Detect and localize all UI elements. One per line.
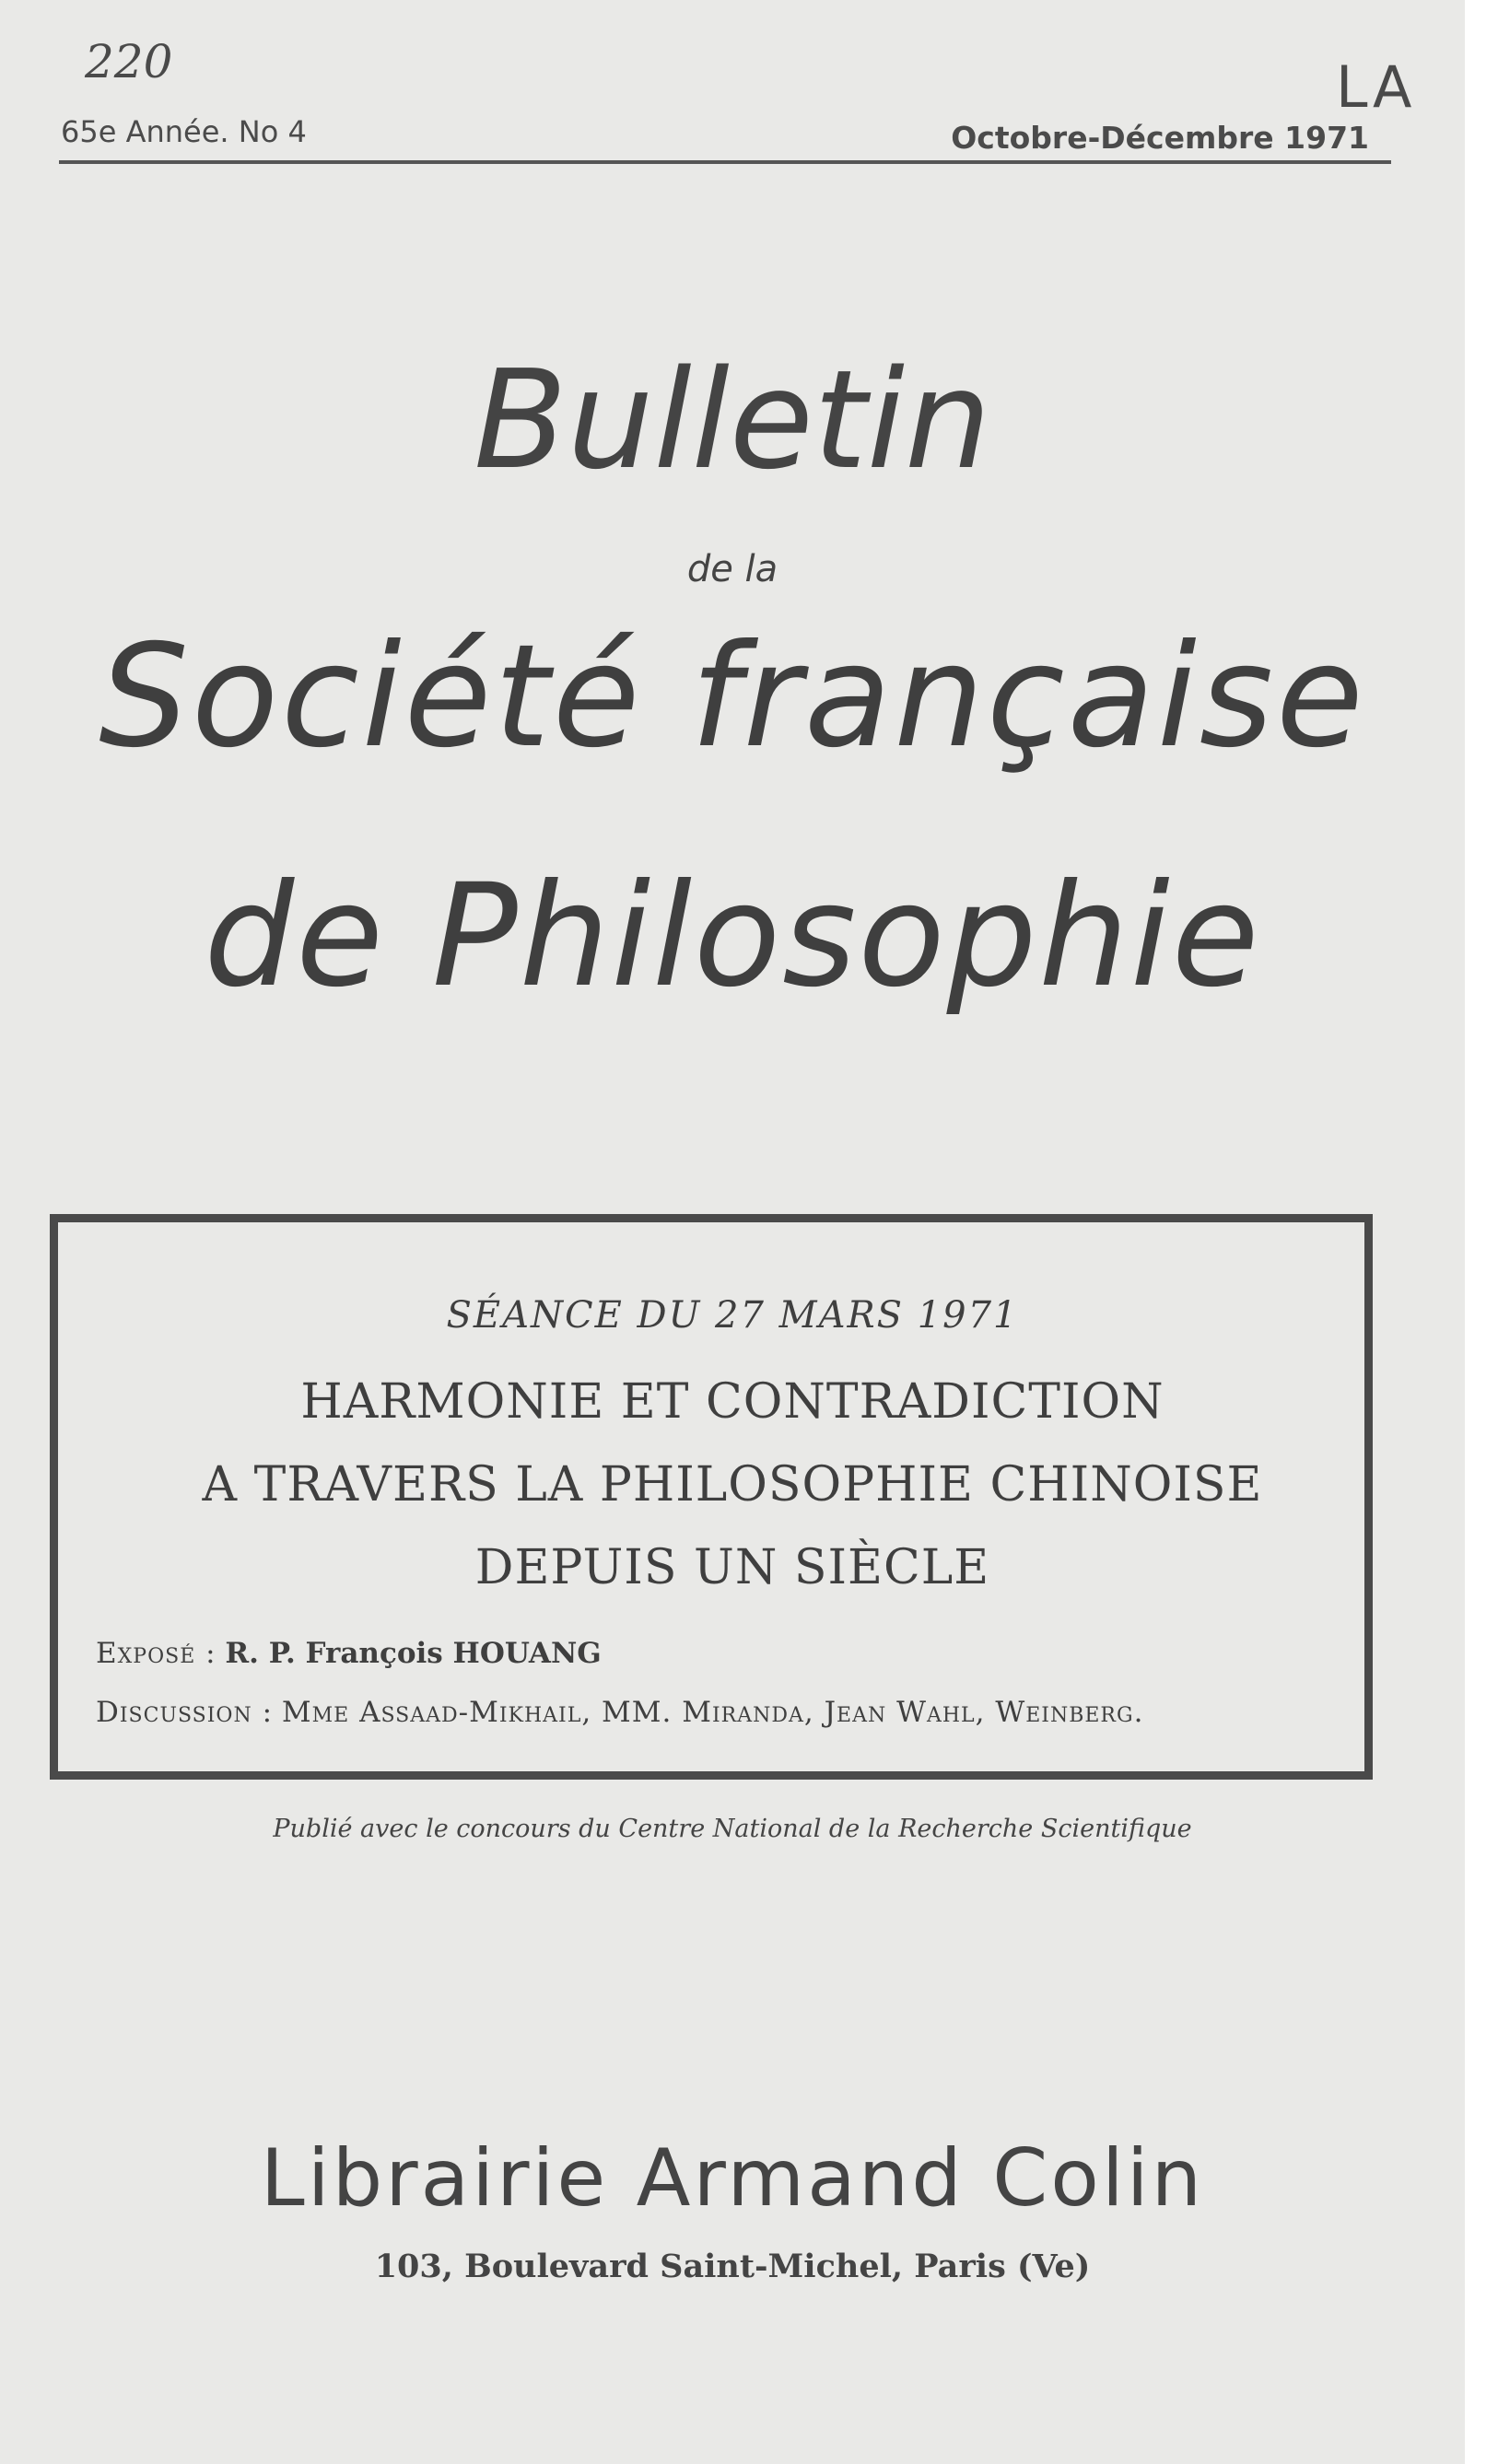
- discussion-credit: [96, 1696, 1144, 1729]
- handwritten-page-number: 220: [85, 35, 173, 88]
- session-date: SÉANCE DU 27 MARS 1971: [446, 1294, 1019, 1337]
- expose-label: Exposé :: [96, 1637, 217, 1670]
- publisher-address: 103, Boulevard Saint-Michel, Paris (Ve): [374, 2248, 1091, 2285]
- expose-credit: [96, 1637, 602, 1670]
- page-margin: [1465, 0, 1498, 2464]
- issue-number: 65e Année. No 4: [61, 114, 307, 149]
- discussion-participants: Mme Assaad-Mikhail, MM. Miranda, Jean Wahl, Weinberg.: [281, 1696, 1144, 1729]
- header-divider: [59, 160, 1391, 164]
- session-title-line-2: A TRAVERS LA PHILOSOPHIE CHINOISE: [202, 1457, 1263, 1512]
- publication-note: Publié avec le concours du Centre National de la Recherche Scientifique: [273, 1815, 1192, 1843]
- masthead-de-la: de la: [686, 548, 778, 590]
- masthead-philosophy: de Philosophie: [204, 854, 1261, 1019]
- expose-speaker: R. P. François HOUANG: [225, 1637, 602, 1670]
- masthead-bulletin: Bulletin: [474, 341, 991, 499]
- publisher-name: Librairie Armand Colin: [260, 2132, 1205, 2225]
- discussion-label: Discussion :: [96, 1696, 274, 1729]
- issue-date: Octobre-Décembre 1971: [951, 120, 1369, 156]
- session-title-line-1: HARMONIE ET CONTRADICTION: [300, 1374, 1164, 1430]
- masthead-society-name: Société française: [99, 614, 1366, 779]
- session-title-line-3: DEPUIS UN SIÈCLE: [474, 1540, 990, 1595]
- handwritten-annotation: LA: [1336, 53, 1416, 121]
